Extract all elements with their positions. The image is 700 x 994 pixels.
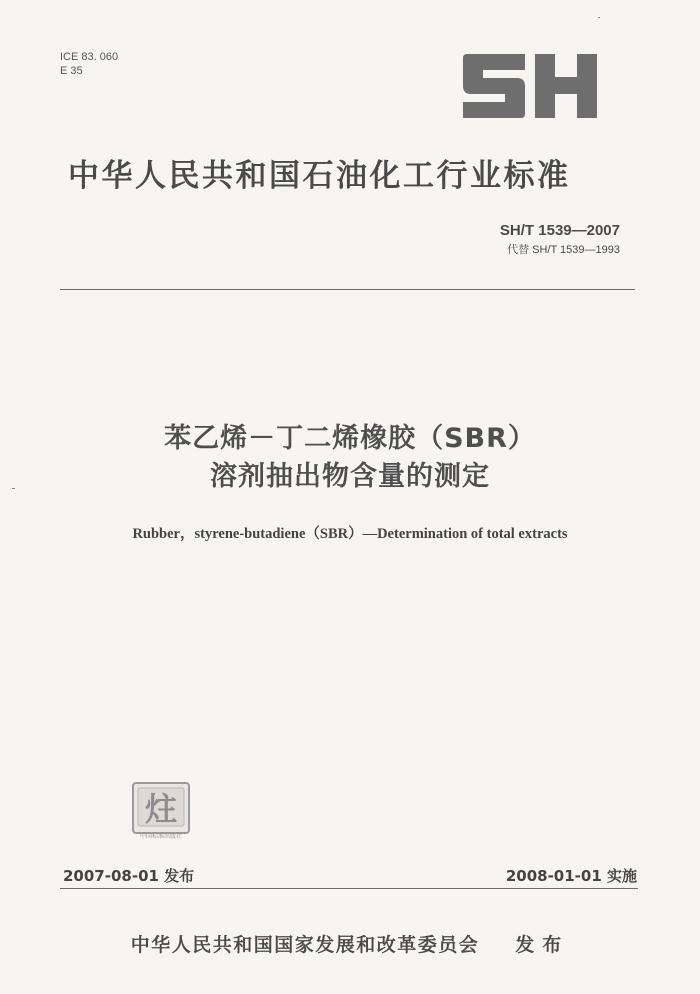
seal-caption: 中国标准出版社 (139, 833, 183, 840)
class-code: E 35 (60, 65, 83, 77)
issuing-authority (0, 930, 700, 957)
publish-date: 2007-08-01 发布 (63, 867, 195, 885)
sh-logo (459, 50, 601, 122)
classification-codes (60, 50, 118, 78)
issuer-organization: 中华人民共和国国家发展和改革委员会 (130, 934, 480, 956)
standard-category-title: 中华人民共和国石油化工行业标准 (68, 158, 571, 194)
title-zh-line2: 溶剂抽出物含量的测定 (210, 461, 490, 492)
standard-number: SH/T 1539—2007 (499, 222, 620, 239)
seal-glyph: 炷 (144, 790, 178, 828)
ics-code: ICE 83. 060 (60, 51, 119, 63)
document-title-zh (0, 420, 700, 496)
scan-speck (12, 488, 15, 489)
issuer-action: 发布 (515, 934, 570, 956)
document-title-en: Rubber，styrene-butadiene（SBR）—Determination of total extracts (132, 526, 568, 542)
publisher-seal-stamp (130, 780, 192, 840)
header-divider (60, 289, 635, 290)
scan-speck (598, 17, 600, 18)
effective-date: 2008-01-01 实施 (505, 867, 637, 885)
standard-number-block (500, 222, 620, 257)
footer-divider (60, 888, 638, 889)
replaces-standard: 代替 SH/T 1539—1993 (507, 244, 620, 256)
title-zh-line1: 苯乙烯－丁二烯橡胶（SBR） (164, 423, 536, 454)
